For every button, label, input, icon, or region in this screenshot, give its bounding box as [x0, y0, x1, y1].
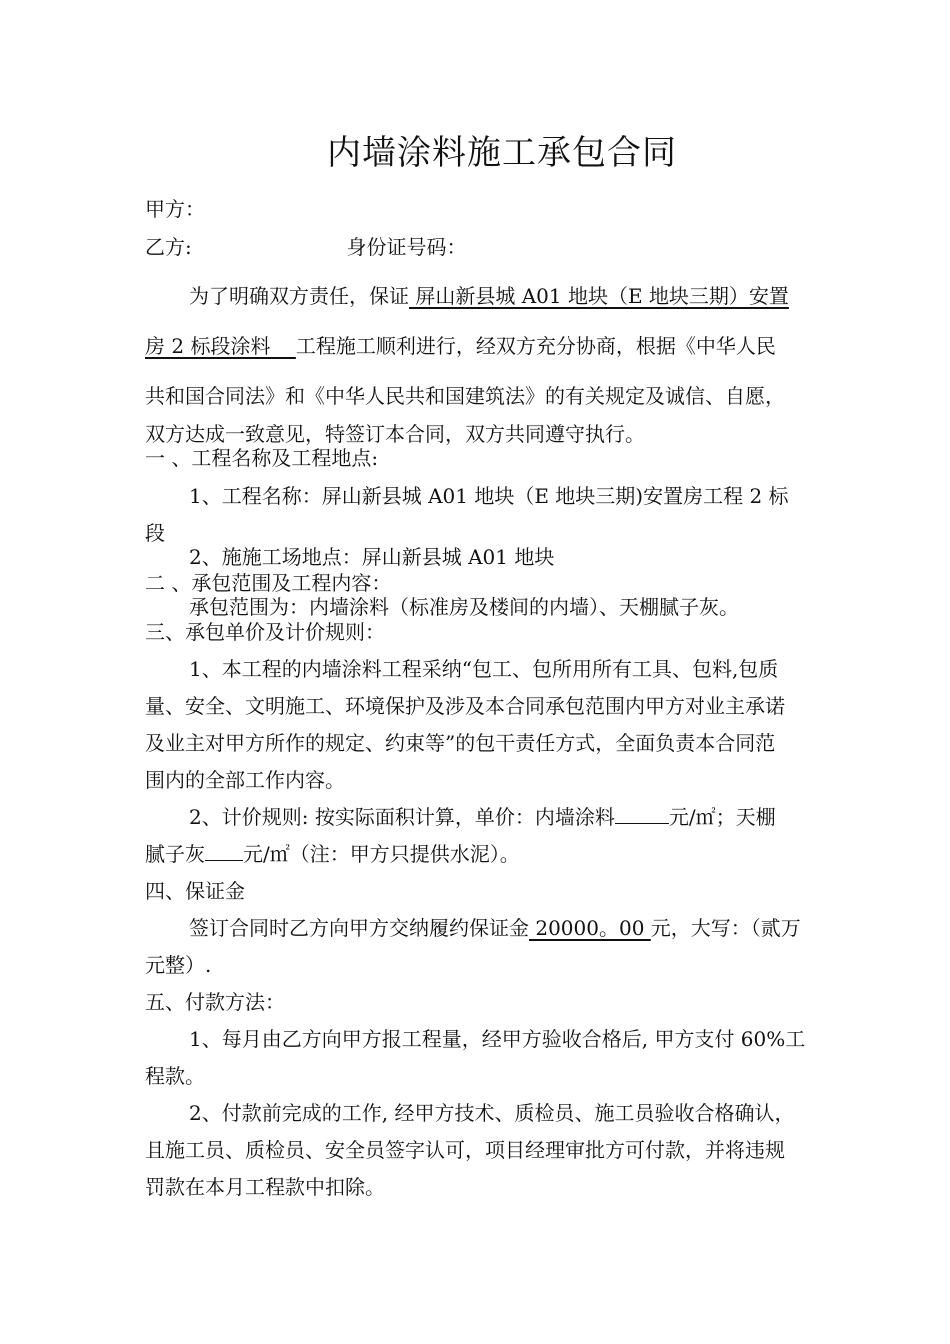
section-5-item-1-line-1: 1、每月由乙方向甲方报工程量，经甲方验收合格后, 甲方支付 60%工 — [189, 1027, 806, 1051]
section-5-item-2-line-3: 罚款在本月工程款中扣除。 — [145, 1175, 385, 1199]
project-name: 屏山新县城 A01 地块（E 地块三期）安置 — [409, 284, 789, 308]
wall-paint-price-blank — [615, 805, 669, 824]
putty-label: 腻子灰 — [145, 842, 205, 866]
intro-line-3: 共和国合同法》和《中华人民共和国建筑法》的有关规定及诚信、自愿， — [145, 384, 785, 408]
project-name-cont: 房 2 标段涂料 — [145, 334, 296, 358]
section-3-item-1-line-4: 围内的全部工作内容。 — [145, 768, 345, 792]
deposit-words: 元，大写：（贰万 — [650, 916, 801, 940]
party-b-line — [145, 231, 466, 260]
id-number-label: 身份证号码： — [346, 235, 467, 259]
putty-price-blank — [205, 842, 243, 861]
section-3-item-2-line-1 — [189, 801, 776, 830]
section-1-item-2: 2、施施工场地点：屏山新县城 A01 地块 — [189, 545, 555, 569]
section-4-line-2: 元整）. — [145, 953, 212, 977]
section-1-item-1: 1、工程名称：屏山新县城 A01 地块（E 地块三期)安置房工程 2 标 — [189, 484, 789, 508]
section-4-line-1 — [189, 912, 801, 941]
deposit-label: 签订合同时乙方向甲方交纳履约保证金 — [189, 916, 529, 940]
pricing-rule-label: 2、计价规则: 按实际面积计算，单价：内墙涂料 — [189, 805, 615, 829]
document-title: 内墙涂料施工承包合同 — [327, 133, 677, 173]
section-5-item-1-line-2: 程款。 — [145, 1064, 205, 1088]
section-2-heading: 二 、承包范围及工程内容： — [145, 571, 392, 595]
section-3-item-1-line-2: 量、安全、文明施工、环境保护及涉及本合同承包范围内甲方对业主承诺 — [145, 694, 785, 718]
section-5-heading: 五、付款方法： — [145, 990, 285, 1014]
intro-rest: 工程施工顺利进行，经双方充分协商，根据《中华人民 — [295, 334, 776, 358]
section-3-item-1-line-3: 及业主对甲方所作的规定、约束等”的包干责任方式，全面负责本合同范 — [145, 731, 776, 755]
intro-line-1 — [189, 280, 789, 309]
section-3-heading: 三、承包单价及计价规则： — [145, 620, 385, 644]
party-a-label: 甲方： — [145, 197, 205, 221]
intro-line-4: 双方达成一致意见，特签订本合同，双方共同遵守执行。 — [145, 422, 645, 446]
section-3-item-1-line-1: 1、本工程的内墙涂料工程采纳“包工、包所用所有工具、包料,包质 — [189, 657, 779, 681]
intro-lead: 为了明确双方责任，保证 — [189, 284, 409, 308]
section-1-heading: 一 、工程名称及工程地点: — [145, 446, 379, 470]
intro-line-2 — [145, 330, 776, 359]
section-4-heading: 四、保证金 — [145, 879, 245, 903]
section-5-item-2-line-2: 且施工员、质检员、安全员签字认可，项目经理审批方可付款，并将违规 — [145, 1138, 785, 1162]
pricing-unit-a: 元/㎡；天棚 — [668, 805, 776, 829]
deposit-amount: 20000。00 — [529, 916, 651, 940]
section-5-item-2-line-1: 2、付款前完成的工作, 经甲方技术、质检员、施工员验收合格确认， — [189, 1101, 795, 1125]
section-2-scope: 承包范围为：内墙涂料（标准房及楼间的内墙）、天棚腻子灰。 — [189, 595, 739, 619]
section-3-item-2-line-2 — [145, 838, 520, 867]
party-b-label: 乙方: — [145, 235, 192, 259]
pricing-unit-b: 元/㎡（注：甲方只提供水泥）。 — [243, 842, 520, 866]
section-1-item-1-cont: 段 — [145, 521, 165, 545]
